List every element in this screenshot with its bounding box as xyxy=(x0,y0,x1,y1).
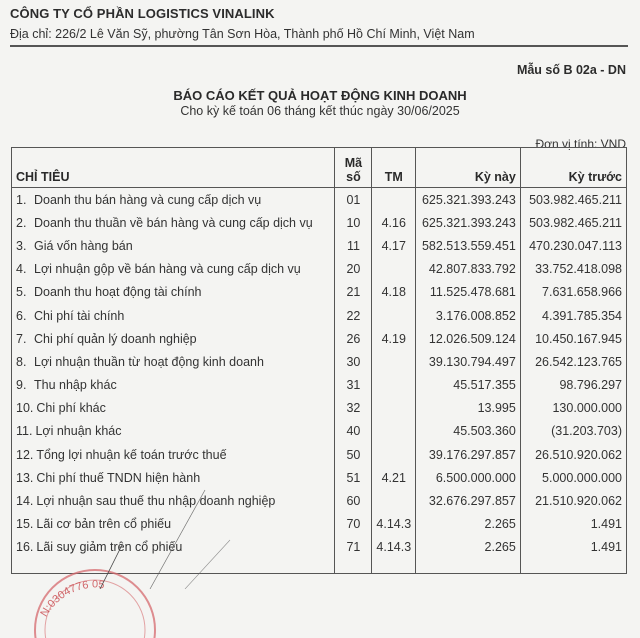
row-number: 15. xyxy=(16,517,34,532)
company-address: Địa chỉ: 226/2 Lê Văn Sỹ, phường Tân Sơn Hòa, Thành phố Hồ Chí Minh, Việt Nam xyxy=(10,27,475,41)
column-header-code-line2: số xyxy=(346,170,361,184)
row-note: 4.18 xyxy=(372,281,416,304)
row-label-cell xyxy=(12,304,335,327)
row-label-cell xyxy=(12,536,335,559)
row-previous-value: 4.391.785.354 xyxy=(520,304,626,327)
column-header-name: CHỈ TIÊU xyxy=(12,148,335,188)
row-note xyxy=(372,489,416,512)
table-row xyxy=(12,489,627,512)
table-row xyxy=(12,234,627,257)
row-label-cell xyxy=(12,466,335,489)
row-label-cell xyxy=(12,489,335,512)
row-number: 10. xyxy=(16,401,34,416)
row-note xyxy=(372,304,416,327)
row-previous-value: 5.000.000.000 xyxy=(520,466,626,489)
row-note: 4.14.3 xyxy=(372,513,416,536)
header-divider xyxy=(10,45,628,47)
table-row xyxy=(12,536,627,559)
row-code: 51 xyxy=(335,466,372,489)
row-previous-value: 26.542.123.765 xyxy=(520,350,626,373)
row-label-cell xyxy=(12,188,335,212)
row-note xyxy=(372,350,416,373)
row-label: Doanh thu thuần về bán hàng và cung cấp dịch vụ xyxy=(34,215,313,230)
row-note xyxy=(372,258,416,281)
row-number: 1. xyxy=(16,192,27,207)
row-code: 71 xyxy=(335,536,372,559)
row-code: 21 xyxy=(335,281,372,304)
table-row xyxy=(12,211,627,234)
row-current-value: 42.807.833.792 xyxy=(416,258,521,281)
report-title: BÁO CÁO KẾT QUẢ HOẠT ĐỘNG KINH DOANH xyxy=(173,88,467,103)
row-previous-value: 33.752.418.098 xyxy=(520,258,626,281)
row-note: 4.21 xyxy=(372,466,416,489)
row-label: Lợi nhuận gộp về bán hàng và cung cấp dịch vụ xyxy=(34,262,301,277)
row-previous-value: 26.510.920.062 xyxy=(520,443,626,466)
row-label: Lãi suy giảm trên cổ phiếu xyxy=(36,540,183,555)
row-previous-value: 503.982.465.211 xyxy=(520,188,626,212)
row-code: 60 xyxy=(335,489,372,512)
column-header-current: Kỳ này xyxy=(416,148,521,188)
row-note: 4.19 xyxy=(372,327,416,350)
seal-text: N:0304776 05 xyxy=(38,578,106,619)
column-header-note: TM xyxy=(372,148,416,188)
row-label: Chi phí quản lý doanh nghiệp xyxy=(34,331,197,346)
row-code: 31 xyxy=(335,374,372,397)
row-note xyxy=(372,397,416,420)
row-note xyxy=(372,420,416,443)
report-period: Cho kỳ kế toán 06 tháng kết thúc ngày 30/06/2025 xyxy=(180,104,460,118)
table-row xyxy=(12,188,627,212)
table-row xyxy=(12,443,627,466)
row-label-cell xyxy=(12,513,335,536)
row-label-cell xyxy=(12,281,335,304)
row-previous-value: 21.510.920.062 xyxy=(520,489,626,512)
row-previous-value: 1.491 xyxy=(520,536,626,559)
column-header-code xyxy=(335,148,372,188)
row-note xyxy=(372,443,416,466)
row-current-value: 45.503.360 xyxy=(416,420,521,443)
row-current-value: 12.026.509.124 xyxy=(416,327,521,350)
row-label: Lợi nhuận sau thuế thu nhập doanh nghiệp xyxy=(36,494,276,509)
row-number: 8. xyxy=(16,354,27,369)
row-number: 11. xyxy=(16,424,33,439)
row-current-value: 2.265 xyxy=(416,536,521,559)
row-label-cell xyxy=(12,327,335,350)
row-current-value: 625.321.393.243 xyxy=(416,188,521,212)
row-previous-value: (31.203.703) xyxy=(520,420,626,443)
row-current-value: 625.321.393.243 xyxy=(416,211,521,234)
row-note: 4.16 xyxy=(372,211,416,234)
row-note xyxy=(372,374,416,397)
row-label-cell xyxy=(12,397,335,420)
row-number: 6. xyxy=(16,308,27,323)
row-number: 3. xyxy=(16,238,27,253)
row-label: Chi phí khác xyxy=(36,401,106,416)
row-label: Lợi nhuận thuần từ hoạt động kinh doanh xyxy=(34,354,264,369)
row-label: Lợi nhuận khác xyxy=(35,424,122,439)
row-current-value: 45.517.355 xyxy=(416,374,521,397)
row-previous-value: 1.491 xyxy=(520,513,626,536)
row-current-value: 39.130.794.497 xyxy=(416,350,521,373)
income-statement-table xyxy=(11,147,627,574)
table-row xyxy=(12,327,627,350)
row-code: 70 xyxy=(335,513,372,536)
row-current-value: 2.265 xyxy=(416,513,521,536)
row-current-value: 39.176.297.857 xyxy=(416,443,521,466)
row-previous-value: 503.982.465.211 xyxy=(520,211,626,234)
row-code: 26 xyxy=(335,327,372,350)
table-row xyxy=(12,420,627,443)
column-header-previous: Kỳ trước xyxy=(520,148,626,188)
row-code: 11 xyxy=(335,234,372,257)
row-code: 50 xyxy=(335,443,372,466)
row-current-value: 3.176.008.852 xyxy=(416,304,521,327)
row-label-cell xyxy=(12,350,335,373)
row-label-cell xyxy=(12,258,335,281)
currency-unit: Đơn vị tính: VND xyxy=(535,137,626,151)
row-current-value: 11.525.478.681 xyxy=(416,281,521,304)
row-code: 01 xyxy=(335,188,372,212)
row-label-cell xyxy=(12,443,335,466)
table-row xyxy=(12,350,627,373)
row-note: 4.14.3 xyxy=(372,536,416,559)
row-code: 20 xyxy=(335,258,372,281)
company-name: CÔNG TY CỔ PHẦN LOGISTICS VINALINK xyxy=(10,6,275,21)
row-label: Doanh thu bán hàng và cung cấp dịch vụ xyxy=(34,192,262,207)
row-number: 16. xyxy=(16,540,34,555)
row-label: Doanh thu hoạt động tài chính xyxy=(34,285,202,300)
row-note: 4.17 xyxy=(372,234,416,257)
row-number: 2. xyxy=(16,215,27,230)
row-label-cell xyxy=(12,234,335,257)
row-previous-value: 10.450.167.945 xyxy=(520,327,626,350)
row-code: 32 xyxy=(335,397,372,420)
row-number: 9. xyxy=(16,378,27,393)
table-row xyxy=(12,397,627,420)
svg-text:N:0304776 05 xyxy=(38,579,105,619)
row-number: 13. xyxy=(16,470,34,485)
table-row xyxy=(12,258,627,281)
row-label-cell xyxy=(12,211,335,234)
row-current-value: 32.676.297.857 xyxy=(416,489,521,512)
row-label: Thu nhập khác xyxy=(34,378,117,393)
row-label-cell xyxy=(12,420,335,443)
row-label: Chi phí thuế TNDN hiện hành xyxy=(36,470,201,485)
row-current-value: 13.995 xyxy=(416,397,521,420)
table-row xyxy=(12,466,627,489)
row-current-value: 582.513.559.451 xyxy=(416,234,521,257)
row-label-cell xyxy=(12,374,335,397)
row-code: 10 xyxy=(335,211,372,234)
table-row xyxy=(12,304,627,327)
form-code: Mẫu số B 02a - DN xyxy=(516,63,626,77)
row-code: 40 xyxy=(335,420,372,443)
table-row xyxy=(12,513,627,536)
row-label: Tổng lợi nhuận kế toán trước thuế xyxy=(36,447,227,462)
row-previous-value: 470.230.047.113 xyxy=(520,234,626,257)
table-row xyxy=(12,281,627,304)
company-seal xyxy=(20,558,170,638)
row-label: Lãi cơ bản trên cổ phiếu xyxy=(36,517,172,532)
row-number: 4. xyxy=(16,262,27,277)
row-previous-value: 98.796.297 xyxy=(520,374,626,397)
row-number: 12. xyxy=(16,447,34,462)
row-code: 30 xyxy=(335,350,372,373)
row-number: 14. xyxy=(16,494,34,509)
row-previous-value: 7.631.658.966 xyxy=(520,281,626,304)
table-header-row xyxy=(12,148,627,188)
row-label: Giá vốn hàng bán xyxy=(34,238,133,253)
row-label: Chi phí tài chính xyxy=(34,308,125,323)
row-number: 7. xyxy=(16,331,27,346)
row-code: 22 xyxy=(335,304,372,327)
table-row xyxy=(12,374,627,397)
row-number: 5. xyxy=(16,285,27,300)
row-current-value: 6.500.000.000 xyxy=(416,466,521,489)
column-header-code-line1: Mã xyxy=(344,156,363,170)
row-note xyxy=(372,188,416,212)
row-previous-value: 130.000.000 xyxy=(520,397,626,420)
